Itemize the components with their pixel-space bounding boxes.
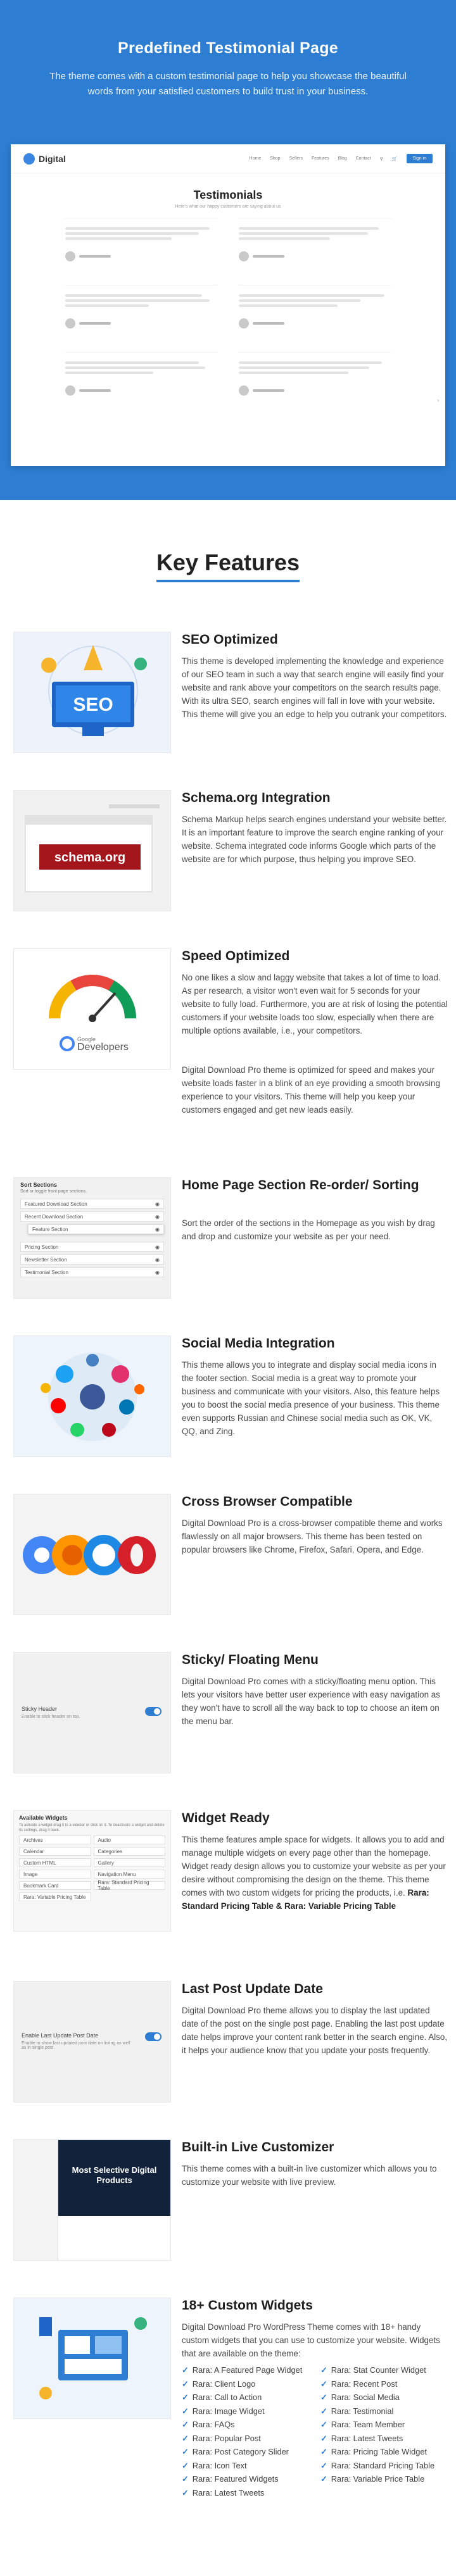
widget-list-item: ✓ Rara: Image Widget bbox=[182, 2404, 309, 2418]
feature-live-customizer bbox=[0, 2139, 456, 2298]
check-icon: ✓ bbox=[182, 2447, 189, 2456]
hero-title: Predefined Testimonial Page bbox=[117, 39, 338, 57]
widget-tile[interactable]: Rara: Variable Pricing Table bbox=[19, 1892, 91, 1901]
mock-subheading: Here's what our happy customers are saying about us bbox=[175, 204, 281, 209]
feature-cross-browser bbox=[0, 1494, 456, 1652]
avatar bbox=[65, 385, 75, 396]
widget-tile[interactable]: Audio bbox=[94, 1835, 166, 1844]
widget-list-item: ✓ Rara: FAQs bbox=[182, 2418, 309, 2432]
check-icon: ✓ bbox=[320, 2379, 327, 2389]
sort-row[interactable]: Feature Section ◉ bbox=[28, 1224, 164, 1234]
feature-description: Sort the order of the sections in the Homepage as you wish by drag and drop and customize your website as per your need. bbox=[182, 1218, 435, 1241]
speed-image-label: Developers bbox=[77, 1042, 129, 1053]
widget-tile[interactable]: Categories bbox=[94, 1847, 166, 1856]
feature-title: Sticky/ Floating Menu bbox=[182, 1653, 319, 1667]
check-icon: ✓ bbox=[320, 2474, 327, 2484]
sort-row[interactable]: Testimonial Section ◉ bbox=[20, 1267, 164, 1277]
testimonial-grid bbox=[11, 209, 445, 413]
widget-list-item: ✓ Rara: Recent Post bbox=[320, 2377, 448, 2391]
feature-description: Digital Download Pro theme allows you to display the last updated date of the post on the single post page. Enabling the last post update date helps improve your content rank better in the search engine. Also, it helps your audience know that you update your posts frequently. bbox=[182, 2006, 448, 2055]
testimonial-card bbox=[239, 285, 391, 346]
check-icon: ✓ bbox=[182, 2365, 189, 2375]
avatar bbox=[65, 251, 75, 261]
widget-list-item: ✓ Rara: Standard Pricing Table bbox=[320, 2459, 448, 2473]
avatar bbox=[65, 318, 75, 328]
widget-list-item: ✓ Rara: Latest Tweets bbox=[182, 2486, 309, 2500]
widget-tile[interactable]: Custom HTML bbox=[19, 1858, 91, 1867]
widget-list-item: ✓ Rara: Call to Action bbox=[182, 2391, 309, 2404]
scroll-top-icon[interactable]: › bbox=[437, 397, 439, 403]
feature-title: Social Media Integration bbox=[182, 1336, 335, 1351]
widget-list-item: ✓ Rara: Social Media bbox=[320, 2391, 448, 2404]
widget-list-item: ✓ Rara: Icon Text bbox=[182, 2459, 309, 2473]
mock-menu-item[interactable]: Contact bbox=[355, 156, 371, 161]
check-icon: ✓ bbox=[320, 2392, 327, 2402]
feature-description: Schema Markup helps search engines understand your website better. It is an important feature to improve the search engine ranking of your website. Schema integrated code informs Google which parts of the website are for which purpose, thus helping you improve SEO. bbox=[182, 815, 447, 864]
custom-widgets-image bbox=[13, 2298, 171, 2419]
feature-speed bbox=[0, 948, 456, 1163]
key-features-heading-wrap bbox=[0, 549, 456, 582]
mock-cta-button[interactable]: Sign in bbox=[407, 154, 433, 163]
hero-description: The theme comes with a custom testimonial page to help you showcase the beautiful words from your satisfied customers to build trust in your business. bbox=[49, 71, 407, 97]
eye-icon: ◉ bbox=[155, 1256, 160, 1263]
speed-image bbox=[13, 948, 171, 1070]
mock-menu-item[interactable]: Shop bbox=[270, 156, 281, 161]
feature-description: Digital Download Pro WordPress Theme comes with 18+ handy custom widgets that you can use to customize your website. Widgets that are available on the theme: bbox=[182, 2322, 440, 2358]
widgets-header: Available Widgets bbox=[19, 1815, 68, 1821]
widget-tile[interactable]: Rara: Standard Pricing Table bbox=[94, 1881, 166, 1890]
widget-list-item: ✓ Rara: Client Logo bbox=[182, 2377, 309, 2391]
check-icon: ✓ bbox=[182, 2433, 189, 2443]
customizer-preview bbox=[58, 2140, 170, 2216]
testimonial-card bbox=[65, 285, 217, 346]
check-icon: ✓ bbox=[182, 2420, 189, 2429]
speed-gauge-icon bbox=[14, 949, 171, 1070]
eye-icon: ◉ bbox=[155, 1226, 160, 1232]
custom-widgets-icon bbox=[14, 2298, 171, 2419]
check-icon: ✓ bbox=[182, 2392, 189, 2402]
feature-social-media bbox=[0, 1335, 456, 1494]
widget-tile[interactable]: Gallery bbox=[94, 1858, 166, 1867]
mock-heading: Testimonials bbox=[193, 189, 263, 201]
feature-title: Schema.org Integration bbox=[182, 791, 331, 805]
cart-icon[interactable]: 🛒 bbox=[391, 156, 398, 161]
check-icon: ✓ bbox=[182, 2487, 189, 2498]
feature-custom-widgets bbox=[0, 2298, 456, 2570]
feature-sort-sections bbox=[0, 1177, 456, 1335]
sort-sub: Sort or toggle front page sections. bbox=[20, 1189, 87, 1194]
check-icon: ✓ bbox=[320, 2420, 327, 2429]
schema-image bbox=[13, 790, 171, 911]
sticky-header-sub: Enable to stick header on top. bbox=[22, 1715, 80, 1719]
testimonial-card bbox=[65, 352, 217, 413]
features-list bbox=[0, 582, 456, 2576]
last-update-image bbox=[13, 1981, 171, 2103]
feature-title: Cross Browser Compatible bbox=[182, 1494, 353, 1509]
widget-list-item: ✓ Rara: A Featured Page Widget bbox=[182, 2363, 309, 2377]
testimonial-page-screenshot bbox=[11, 144, 445, 466]
feature-description: This theme is developed implementing the knowledge and experience of our SEO team in such a way that search engine will easily find your website and rank above your competitors on the search results page. With its ultra SEO, search engines will fall in love with your website. This theme will give you an edge to help you outrank your competitors. bbox=[182, 656, 447, 719]
search-icon[interactable]: ⚲ bbox=[379, 156, 383, 161]
logo-icon bbox=[23, 153, 35, 165]
check-icon: ✓ bbox=[182, 2474, 189, 2484]
key-features-title: Key Features bbox=[156, 549, 300, 582]
seo-image-label: SEO bbox=[73, 694, 113, 715]
avatar bbox=[239, 385, 249, 396]
widget-list-item: ✓ Rara: Post Category Slider bbox=[182, 2445, 309, 2459]
eye-icon: ◉ bbox=[155, 1269, 160, 1275]
customizer-preview-title: Most Selective Digital Products bbox=[72, 2165, 157, 2185]
check-icon: ✓ bbox=[182, 2460, 189, 2470]
last-update-label: Enable Last Update Post Date bbox=[22, 2032, 99, 2039]
eye-icon: ◉ bbox=[155, 1244, 160, 1250]
feature-title: Last Post Update Date bbox=[182, 1982, 323, 1996]
widget-list-item: ✓ Rara: Featured Widgets bbox=[182, 2472, 309, 2486]
social-media-image bbox=[13, 1335, 171, 1457]
widgets-grid bbox=[19, 1835, 165, 1901]
mock-menu-item[interactable]: Sellers bbox=[289, 156, 303, 161]
available-widgets-image bbox=[13, 1810, 171, 1932]
sort-row[interactable]: Pricing Section ◉ bbox=[20, 1242, 164, 1252]
check-icon: ✓ bbox=[320, 2433, 327, 2443]
feature-widget-ready bbox=[0, 1810, 456, 1968]
sticky-header-label: Sticky Header bbox=[22, 1706, 58, 1712]
widget-list-item: ✓ Rara: Pricing Table Widget bbox=[320, 2445, 448, 2459]
feature-seo bbox=[0, 632, 456, 790]
widgets-sub: To activate a widget drag it to a sidebar or click on it. To deactivate a widget and delete its settings, drag it back. bbox=[19, 1823, 165, 1832]
feature-schema bbox=[0, 790, 456, 948]
mock-menu bbox=[250, 154, 433, 163]
sticky-header-image bbox=[13, 1652, 171, 1773]
last-update-sub: Enable to show last updated post date on listing as well as in single post. bbox=[22, 2041, 130, 2050]
widget-list-item: ✓ Rara: Testimonial bbox=[320, 2404, 448, 2418]
testimonial-card bbox=[239, 352, 391, 413]
check-icon: ✓ bbox=[320, 2406, 327, 2416]
browsers-image bbox=[13, 1494, 171, 1615]
feature-title: Widget Ready bbox=[182, 1811, 270, 1825]
custom-widgets-list bbox=[182, 2363, 448, 2499]
customizer-panel bbox=[14, 2140, 58, 2261]
widget-tile[interactable]: Image bbox=[19, 1870, 91, 1879]
testimonial-hero bbox=[0, 0, 456, 500]
feature-description: This theme features ample space for widgets. It allows you to add and manage multiple widgets on every page other than the homepage. Widget ready design allows you to customize your website as per your desire without compromising the design on the theme. This theme comes with two custom widgets for pricing the products, i.e. Rara: Standard Pricing Table & Rara: Variable Pricing Table bbox=[182, 1835, 446, 1911]
sort-header: Sort Sections bbox=[20, 1182, 58, 1188]
eye-icon: ◉ bbox=[155, 1201, 160, 1207]
widget-tile[interactable]: Navigation Menu bbox=[94, 1870, 166, 1879]
avatar bbox=[239, 318, 249, 328]
mock-menu-item[interactable]: Home bbox=[249, 156, 262, 161]
avatar bbox=[239, 251, 249, 261]
widget-tile[interactable]: Bookmark Card bbox=[19, 1881, 91, 1890]
mock-menu-item[interactable]: Features bbox=[311, 156, 329, 161]
speed-image-label-small: Google bbox=[77, 1036, 96, 1042]
browsers-icon bbox=[14, 1494, 171, 1615]
sort-row[interactable]: Recent Download Section ◉ bbox=[20, 1211, 164, 1222]
widget-list-item: ✓ Rara: Team Member bbox=[320, 2418, 448, 2432]
seo-rocket-icon bbox=[14, 632, 171, 753]
feature-description: Digital Download Pro comes with a sticky/floating menu option. This lets your visitors have better user experience with easy navigation as they won't have to scroll all the way back to top to choose an item on the menu bar. bbox=[182, 1677, 440, 1726]
sort-row[interactable]: Newsletter Section ◉ bbox=[20, 1254, 164, 1265]
feature-title: 18+ Custom Widgets bbox=[182, 2298, 313, 2313]
eye-icon: ◉ bbox=[155, 1213, 160, 1220]
widget-list-item: ✓ Rara: Stat Counter Widget bbox=[320, 2363, 448, 2377]
feature-last-update bbox=[0, 1981, 456, 2139]
schema-icon bbox=[14, 791, 171, 911]
check-icon: ✓ bbox=[320, 2365, 327, 2375]
sort-row[interactable]: Featured Download Section ◉ bbox=[20, 1199, 164, 1209]
social-media-globe-icon bbox=[14, 1336, 171, 1457]
testimonial-card bbox=[65, 218, 217, 278]
feature-title: Speed Optimized bbox=[182, 949, 290, 963]
mock-logo-text: Digital bbox=[39, 153, 66, 164]
check-icon: ✓ bbox=[320, 2460, 327, 2470]
sort-sections-image bbox=[13, 1177, 171, 1299]
customizer-image bbox=[13, 2139, 171, 2261]
feature-description: This theme allows you to integrate and display social media icons in the footer section. Social media is a great way to promote your business and communicate with your visitors. Also, this feature helps you to boost the social media presence of your business. This theme even supports Russian and Chinese social media such as OK, VK, QQ, and Zing. bbox=[182, 1360, 440, 1436]
widget-list-item: ✓ Rara: Popular Post bbox=[182, 2432, 309, 2446]
widget-tile[interactable]: Calendar bbox=[19, 1847, 91, 1856]
mock-menu-item[interactable]: Blog bbox=[338, 156, 347, 161]
check-icon: ✓ bbox=[182, 2406, 189, 2416]
feature-sticky-menu bbox=[0, 1652, 456, 1810]
widget-list-item: ✓ Rara: Variable Price Table bbox=[320, 2472, 448, 2486]
check-icon: ✓ bbox=[182, 2379, 189, 2389]
feature-title: SEO Optimized bbox=[182, 632, 278, 647]
feature-title: Built-in Live Customizer bbox=[182, 2140, 334, 2154]
widget-tile[interactable]: Archives bbox=[19, 1835, 91, 1844]
mock-logo bbox=[23, 153, 66, 165]
feature-description-2: Digital Download Pro theme is optimized for speed and makes your website loads faster in a blink of an eye providing a smooth browsing experience to your visitors. This theme will help you keep your customers engaged and get new leads easily. bbox=[182, 1065, 440, 1115]
last-update-toggle[interactable] bbox=[145, 2032, 162, 2041]
seo-image bbox=[13, 632, 171, 753]
feature-title: Home Page Section Re-order/ Sorting bbox=[182, 1178, 419, 1192]
sticky-header-toggle[interactable] bbox=[145, 1707, 162, 1716]
feature-description: No one likes a slow and laggy website that takes a lot of time to load. As per research, a visitor won't even wait for 5 seconds for your website to fully load. Furthermore, you are at risk of losing the potential customers if your website loads too slow, especially when there are multiple options available, i.e., your competitors. bbox=[182, 973, 448, 1035]
testimonial-card bbox=[239, 218, 391, 278]
feature-description: Digital Download Pro is a cross-browser compatible theme and works flawlessly on all major browsers. This theme has been tested on popular browsers like Chrome, Firefox, Safari, Opera, and Edge. bbox=[182, 1518, 443, 1554]
schema-image-label: schema.org bbox=[54, 851, 126, 865]
mock-navbar bbox=[11, 144, 445, 173]
check-icon: ✓ bbox=[320, 2447, 327, 2456]
widget-list-item: ✓ Rara: Latest Tweets bbox=[320, 2432, 448, 2446]
feature-description: This theme comes with a built-in live customizer which allows you to customize your website with live preview. bbox=[182, 2164, 437, 2187]
